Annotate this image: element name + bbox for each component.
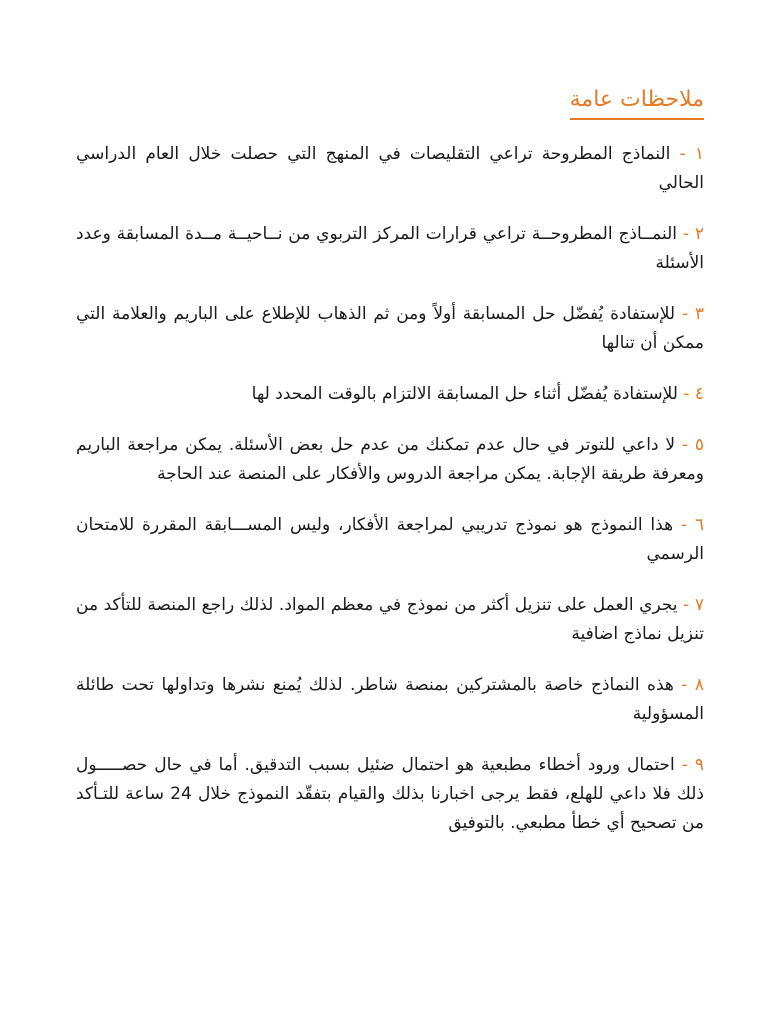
note-item-4 — [76, 380, 704, 409]
note-number: ٤ - — [683, 384, 704, 404]
note-number: ٥ - — [681, 435, 705, 455]
note-text: النماذج المطروحة تراعي التقليصات في المنهج التي حصلت خلال العام الدراسي الحالي — [76, 144, 704, 193]
note-number: ٣ - — [681, 304, 704, 324]
note-number: ٩ - — [681, 755, 704, 775]
note-item-5 — [76, 431, 704, 489]
note-number: ٢ - — [682, 224, 704, 244]
note-text: يجري العمل على تنزيل أكثر من نموذج في معظم المواد. لذلك راجع المنصة للتأكد من تنزيل نماذج اضافية — [76, 595, 704, 644]
note-item-1 — [76, 140, 704, 198]
note-text: هذه النماذج خاصة بالمشتركين بمنصة شاطر. لذلك يُمنع نشرها وتداولها تحت طائلة المسؤولية — [76, 675, 704, 724]
title-wrap — [76, 84, 704, 120]
note-item-3 — [76, 300, 704, 358]
note-item-6 — [76, 511, 704, 569]
note-number: ٨ - — [681, 675, 704, 695]
note-text: النمــاذج المطروحــة تراعي قرارات المركز التربوي من نــاحيــة مــدة المسابقة وعدد الأسئلة — [76, 224, 704, 273]
note-text: لا داعي للتوتر في حال عدم تمكنك من عدم حل بعض الأسئلة. يمكن مراجعة الباريم ومعرفة طريقة الإجابة. يمكن مراجعة الدروس والأفكار على المنصة عند الحاجة — [76, 435, 704, 484]
note-number: ١ - — [679, 144, 704, 164]
note-number: ٦ - — [680, 515, 704, 535]
note-item-7 — [76, 591, 704, 649]
note-number: ٧ - — [683, 595, 705, 615]
note-item-2 — [76, 220, 704, 278]
notes-list — [76, 140, 704, 838]
note-text: للإستفادة يُفضّل أثناء حل المسابقة الالتزام بالوقت المحدد لها — [251, 384, 678, 404]
page-title: ملاحظات عامة — [570, 84, 704, 120]
note-item-8 — [76, 671, 704, 729]
note-text: هذا النموذج هو نموذج تدريبي لمراجعة الأفكار، وليس المســـابقة المقررة للامتحان الرسمي — [76, 515, 704, 564]
note-text: احتمال ورود أخطاء مطبعية هو احتمال ضئيل بسبب التدقيق. أما في حال حصـــــول ذلك فلا داعي للهلع، فقط يرجى اخبارنا بذلك والقيام بتفقّد النموذج خلال 24 ساعة للتـأكد من تصحيح أي خطأ مطبعي. بالتوفيق — [76, 755, 704, 833]
note-text: للإستفادة يُفضّل حل المسابقة أولاً ومن ثم الذهاب للإطلاع على الباريم والعلامة التي ممكن أن تنالها — [76, 304, 704, 353]
note-item-9 — [76, 751, 704, 838]
